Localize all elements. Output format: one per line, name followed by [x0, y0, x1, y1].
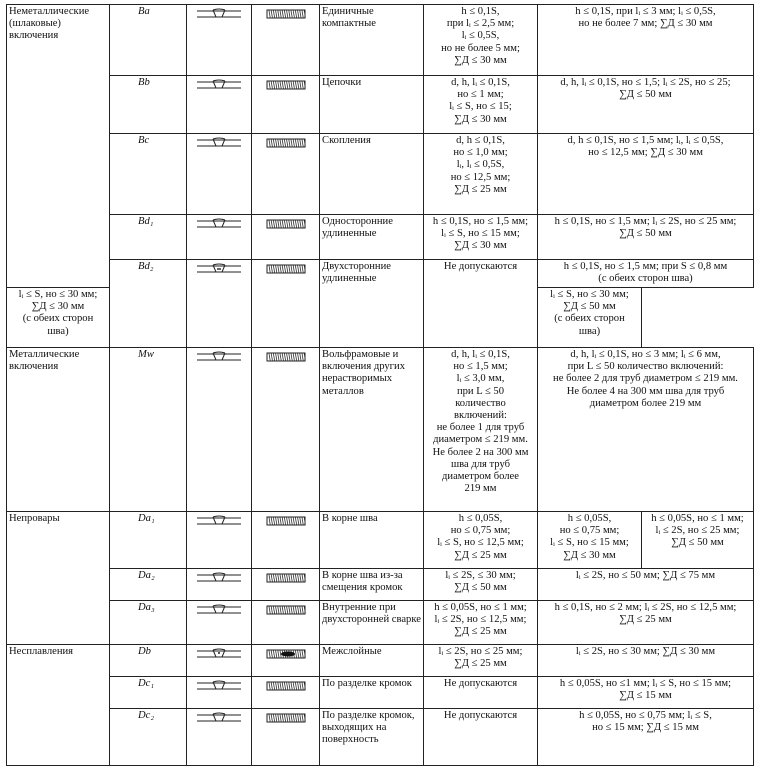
- tolerance-line: при L ≤ 50: [456, 385, 505, 397]
- tolerance-line: ∑Д ≤ 30 мм: [454, 240, 507, 252]
- tolerance-line: но ≤ 0,75 мм;: [559, 525, 620, 537]
- tolerance-line: lᵢ ≤ 2S, но ≤ 25 мм;: [655, 525, 740, 537]
- tolerance-level-2: [538, 709, 754, 766]
- tolerance-line: lᵢ, lᵢ ≤ 0,5S,: [456, 159, 505, 171]
- weld-plan-view-icon: [265, 263, 307, 275]
- table-row: [7, 348, 754, 512]
- cross-section-symbol: [187, 512, 252, 569]
- table-row: [7, 677, 754, 709]
- tolerance-line: d, h ≤ 0,1S, но ≤ 1,5 мм; lᵢ, lᵢ ≤ 0,5S,: [567, 135, 724, 146]
- weld-cross-section-icon: [197, 137, 241, 149]
- tolerance-line: шва для труб: [450, 458, 511, 470]
- defect-name: По разделке кромок: [320, 677, 424, 709]
- tolerance-line: ∑Д ≤ 30 мм: [31, 301, 85, 313]
- tolerance-line: h ≤ 0,1S, но ≤ 1,5 мм; lᵢ ≤ 2S, но ≤ 25 мм;: [554, 216, 737, 227]
- tolerance-line: включений:: [454, 410, 507, 422]
- cross-section-symbol: [187, 76, 252, 134]
- tolerance-line: диаметром более: [442, 471, 519, 483]
- tolerance-line: lᵢ ≤ 3,0 мм,: [456, 373, 505, 385]
- tolerance-line: d, h, lᵢ ≤ 0,1S,: [451, 349, 510, 360]
- plan-view-symbol: [252, 260, 320, 348]
- defect-code: Mw: [110, 348, 187, 512]
- weld-plan-view-icon: [265, 218, 307, 230]
- weld-plan-view-icon: [265, 680, 307, 692]
- plan-view-symbol: [252, 348, 320, 512]
- tolerance-level-2: [538, 348, 754, 512]
- tolerance-level-1: [424, 709, 538, 766]
- cross-section-symbol: [187, 215, 252, 260]
- tolerance-line: ∑Д ≤ 15 мм: [619, 690, 672, 702]
- weld-plan-view-icon: [265, 8, 307, 20]
- tolerance-line: (с обеих сторон шва): [598, 273, 693, 285]
- cross-section-symbol: [187, 645, 252, 677]
- tolerance-level-2: [538, 5, 754, 76]
- table-row: [7, 260, 754, 288]
- tolerance-line: но ≤ 12,5 мм;: [450, 171, 511, 183]
- plan-view-symbol: [252, 512, 320, 569]
- defect-group-label: Несплавления: [9, 646, 74, 657]
- tolerance-line: но ≤ 1 мм;: [457, 89, 504, 101]
- tolerance-line: но не более 7 мм; ∑Д ≤ 30 мм: [578, 18, 713, 30]
- table-row: [7, 601, 754, 645]
- tolerance-line: количество: [455, 397, 506, 409]
- tolerance-line: ∑Д ≤ 25 мм: [454, 549, 507, 561]
- tolerance-line: h ≤ 0,1S, но ≤ 1,5 мм;: [432, 216, 529, 227]
- weld-plan-view-icon: [265, 351, 307, 363]
- defect-name: Вольфрамовые и включения других нерастворимых металлов: [320, 348, 424, 512]
- defect-name: Двухсторонние удлиненные: [320, 260, 424, 348]
- tolerance-level-1: [424, 215, 538, 260]
- tolerance-line: lᵢ ≤ 2S, но ≤ 30 мм; ∑Д ≤ 30 мм: [575, 646, 716, 657]
- defect-name: Цепочки: [320, 76, 424, 134]
- defect-name: В корне шва из-за смещения кромок: [320, 569, 424, 601]
- tolerance-line: h ≤ 0,1S, но ≤ 2 мм; lᵢ ≤ 2S, но ≤ 12,5 мм;: [554, 602, 737, 613]
- defect-code: Dc₁: [110, 677, 187, 709]
- tolerance-level-2-right: [642, 512, 754, 569]
- tolerance-line: ∑Д ≤ 50 мм: [619, 89, 672, 101]
- cross-section-symbol: [187, 348, 252, 512]
- tolerance-line: но ≤ 12,5 мм; ∑Д ≤ 30 мм: [588, 147, 703, 159]
- plan-view-symbol: [252, 569, 320, 601]
- weld-cross-section-icon: [197, 79, 241, 91]
- tolerance-line: ∑Д ≤ 25 мм: [454, 658, 507, 670]
- tolerance-line: ∑Д ≤ 50 мм: [619, 228, 672, 240]
- tolerance-line: lᵢ ≤ S, но ≤ 15;: [449, 101, 512, 113]
- tolerance-level-2: [538, 601, 754, 645]
- tolerance-line: шва): [47, 325, 69, 337]
- tolerance-line: lᵢ ≤ S, но ≤ 30 мм;: [18, 289, 98, 300]
- tolerance-level-2: [538, 677, 754, 709]
- weld-plan-view-icon: [265, 648, 307, 660]
- tolerance-line: (с обеих сторон: [22, 313, 94, 325]
- tolerance-line: диаметром более 219 мм: [589, 397, 702, 409]
- tolerance-line: но не более 5 мм;: [441, 42, 520, 54]
- table-row: [7, 569, 754, 601]
- tolerance-level-2: [538, 569, 754, 601]
- defect-code: Bd₁: [110, 215, 187, 260]
- tolerance-line: ∑Д ≤ 50 мм: [563, 301, 616, 313]
- tolerance-line: h ≤ 0,05S,: [458, 513, 503, 524]
- cross-section-symbol: [187, 601, 252, 645]
- cross-section-symbol: [187, 5, 252, 76]
- tolerance-line: lᵢ ≤ S, но ≤ 15 мм;: [550, 537, 629, 549]
- tolerance-line: d, h ≤ 0,1S,: [456, 135, 505, 146]
- tolerance-line: ∑Д ≤ 30 мм: [454, 54, 507, 66]
- tolerance-line: lᵢ ≤ 2S, но ≤ 12,5 мм;: [434, 614, 527, 626]
- tolerance-line: d, h, lᵢ ≤ 0,1S, но ≤ 1,5; lᵢ ≤ 2S, но ≤ 25;: [560, 77, 731, 88]
- cross-section-symbol: [187, 569, 252, 601]
- tolerance-line: h ≤ 0,1S,: [461, 6, 500, 17]
- defect-code: Bd₂: [110, 260, 187, 348]
- table-row: [7, 134, 754, 215]
- plan-view-symbol: [252, 134, 320, 215]
- defect-group-cell: [7, 512, 110, 645]
- defect-name: В корне шва: [320, 512, 424, 569]
- plan-view-symbol: [252, 601, 320, 645]
- tolerance-line: lᵢ ≤ 2S, но ≤ 50 мм; ∑Д ≤ 75 мм: [575, 570, 716, 581]
- tolerance-level-1: [424, 5, 538, 76]
- tolerance-line: Не допускаются: [443, 678, 518, 689]
- weld-cross-section-icon: [197, 515, 241, 527]
- tolerance-level-2: [538, 260, 754, 288]
- tolerance-level-2-left: [538, 512, 642, 569]
- tolerance-level-2: [538, 645, 754, 677]
- tolerance-level-2: [538, 134, 754, 215]
- tolerance-line: ∑Д ≤ 50 мм: [671, 537, 724, 549]
- tolerance-line: ∑Д ≤ 25 мм: [454, 183, 507, 195]
- tolerance-line: (с обеих сторон: [554, 313, 625, 325]
- weld-cross-section-icon: [197, 351, 241, 363]
- tolerance-line: lᵢ ≤ 0,5S,: [461, 30, 500, 42]
- tolerance-level-1: [424, 134, 538, 215]
- defect-code: Da₂: [110, 569, 187, 601]
- plan-view-symbol: [252, 215, 320, 260]
- tolerance-line: lᵢ ≤ 2S, но ≤ 25 мм;: [438, 646, 523, 657]
- tolerance-line: но ≤ 0,75 мм;: [450, 525, 511, 537]
- tolerance-line: но ≤ 1,5 мм;: [453, 361, 508, 373]
- tolerance-level-2-right: [538, 288, 642, 348]
- weld-cross-section-icon: [197, 680, 241, 692]
- weld-plan-view-icon: [265, 712, 307, 724]
- table-row: [7, 709, 754, 766]
- defect-name: По разделке кромок, выходящих на поверхность: [320, 709, 424, 766]
- tolerance-line: h ≤ 0,05S, но ≤ 0,75 мм; lᵢ ≤ S,: [579, 710, 712, 721]
- tolerance-line: ∑Д ≤ 25 мм: [454, 626, 507, 638]
- table-row: [7, 76, 754, 134]
- tolerance-line: ∑Д ≤ 50 мм: [454, 582, 507, 594]
- tolerance-level-1: [424, 569, 538, 601]
- tolerance-line: h ≤ 0,1S, при lᵢ ≤ 3 мм; lᵢ ≤ 0,5S,: [575, 6, 716, 17]
- tolerance-line: Не более 4 на 300 мм шва для труб: [566, 385, 725, 397]
- defect-code: Da₃: [110, 601, 187, 645]
- table-row: [7, 512, 754, 569]
- plan-view-symbol: [252, 5, 320, 76]
- defect-group-cell: [7, 348, 110, 512]
- tolerance-line: при lᵢ ≤ 2,5 мм;: [446, 18, 515, 30]
- weld-cross-section-icon: [197, 572, 241, 584]
- weld-plan-view-icon: [265, 137, 307, 149]
- tolerance-line: h ≤ 0,05S,: [567, 513, 612, 524]
- cross-section-symbol: [187, 709, 252, 766]
- tolerance-line: lᵢ ≤ S, но ≤ 30 мм;: [550, 289, 629, 300]
- tolerance-level-1: [424, 260, 538, 348]
- weld-cross-section-icon: [197, 648, 241, 660]
- defect-name: Скопления: [320, 134, 424, 215]
- tolerance-line: ∑Д ≤ 25 мм: [619, 614, 672, 626]
- weld-plan-view-icon: [265, 572, 307, 584]
- weld-plan-view-icon: [265, 79, 307, 91]
- tolerance-line: h ≤ 0,05S, но ≤ 1 мм;: [434, 602, 527, 613]
- tolerance-line: d, h, lᵢ ≤ 0,1S, но ≤ 3 мм; lᵢ ≤ 6 мм,: [570, 349, 721, 360]
- tolerance-line: d, h, lᵢ ≤ 0,1S,: [451, 77, 510, 88]
- defect-group-label: Металлические включения: [9, 349, 80, 373]
- defect-group-label: Непровары: [9, 513, 60, 524]
- tolerance-line: 219 мм: [464, 483, 497, 495]
- tolerance-level-2-left: [7, 288, 110, 348]
- weld-cross-section-icon: [197, 218, 241, 230]
- tolerance-level-2: [538, 215, 754, 260]
- plan-view-symbol: [252, 709, 320, 766]
- tolerance-line: не более 2 для труб диаметром ≤ 219 мм.: [553, 373, 738, 385]
- tolerance-level-1: [424, 677, 538, 709]
- tolerance-line: h ≤ 0,05S, но ≤ 1 мм;: [651, 513, 744, 524]
- defect-group-label: Неметаллические (шлаковые) включения: [9, 6, 90, 42]
- defect-group-cell: [7, 5, 110, 288]
- tolerance-line: но ≤ 1,0 мм;: [453, 147, 508, 159]
- cross-section-symbol: [187, 260, 252, 348]
- weld-defects-table: [6, 4, 754, 766]
- tolerance-line: при L ≤ 50 количество включений:: [567, 361, 724, 373]
- cross-section-symbol: [187, 134, 252, 215]
- weld-plan-view-icon: [265, 604, 307, 616]
- defect-code: Dc₂: [110, 709, 187, 766]
- defect-code: Bc: [110, 134, 187, 215]
- tolerance-line: lᵢ ≤ S, но ≤ 12,5 мм;: [437, 537, 524, 549]
- tolerance-level-1: [424, 645, 538, 677]
- plan-view-symbol: [252, 76, 320, 134]
- weld-cross-section-icon: [197, 8, 241, 20]
- tolerance-line: но ≤ 15 мм; ∑Д ≤ 15 мм: [592, 722, 699, 734]
- table-row: [7, 5, 754, 76]
- tolerance-line: Не допускаются: [443, 710, 518, 721]
- defect-code: Bb: [110, 76, 187, 134]
- tolerance-line: lᵢ ≤ 2S, ≤ 30 мм;: [445, 570, 516, 581]
- tolerance-line: h ≤ 0,1S, но ≤ 1,5 мм; при S ≤ 0,8 мм: [563, 261, 728, 272]
- tolerance-line: не более 1 для труб: [436, 422, 525, 434]
- tolerance-level-1: [424, 601, 538, 645]
- table-row: [7, 645, 754, 677]
- defect-group-cell: [7, 645, 110, 766]
- tolerance-line: lᵢ ≤ S, но ≤ 15 мм;: [441, 228, 520, 240]
- weld-cross-section-icon: [197, 263, 241, 275]
- tolerance-line: h ≤ 0,05S, но ≤1 мм; lᵢ ≤ S, но ≤ 15 мм;: [559, 678, 732, 689]
- weld-cross-section-icon: [197, 712, 241, 724]
- plan-view-symbol: [252, 677, 320, 709]
- tolerance-level-2: [538, 76, 754, 134]
- defect-table-sheet: [6, 4, 753, 766]
- tolerance-line: ∑Д ≤ 30 мм: [454, 113, 507, 125]
- cross-section-symbol: [187, 677, 252, 709]
- tolerance-level-1: [424, 512, 538, 569]
- tolerance-line: шва): [578, 325, 601, 337]
- defect-name: Единичные компактные: [320, 5, 424, 76]
- tolerance-line: Не более 2 на 300 мм: [432, 446, 529, 458]
- defect-name: Односторонние удлиненные: [320, 215, 424, 260]
- tolerance-line: ∑Д ≤ 30 мм: [563, 549, 616, 561]
- tolerance-level-1: [424, 76, 538, 134]
- defect-code: Db: [110, 645, 187, 677]
- defect-code: Ba: [110, 5, 187, 76]
- tolerance-line: Не допускаются: [443, 261, 518, 272]
- weld-plan-view-icon: [265, 515, 307, 527]
- weld-cross-section-icon: [197, 604, 241, 616]
- table-row: [7, 215, 754, 260]
- defect-code: Da₁: [110, 512, 187, 569]
- tolerance-line: диаметром ≤ 219 мм.: [433, 434, 528, 446]
- defect-name: Внутренние при двухсторонней сварке: [320, 601, 424, 645]
- plan-view-symbol: [252, 645, 320, 677]
- tolerance-level-1: [424, 348, 538, 512]
- defect-name: Межслойные: [320, 645, 424, 677]
